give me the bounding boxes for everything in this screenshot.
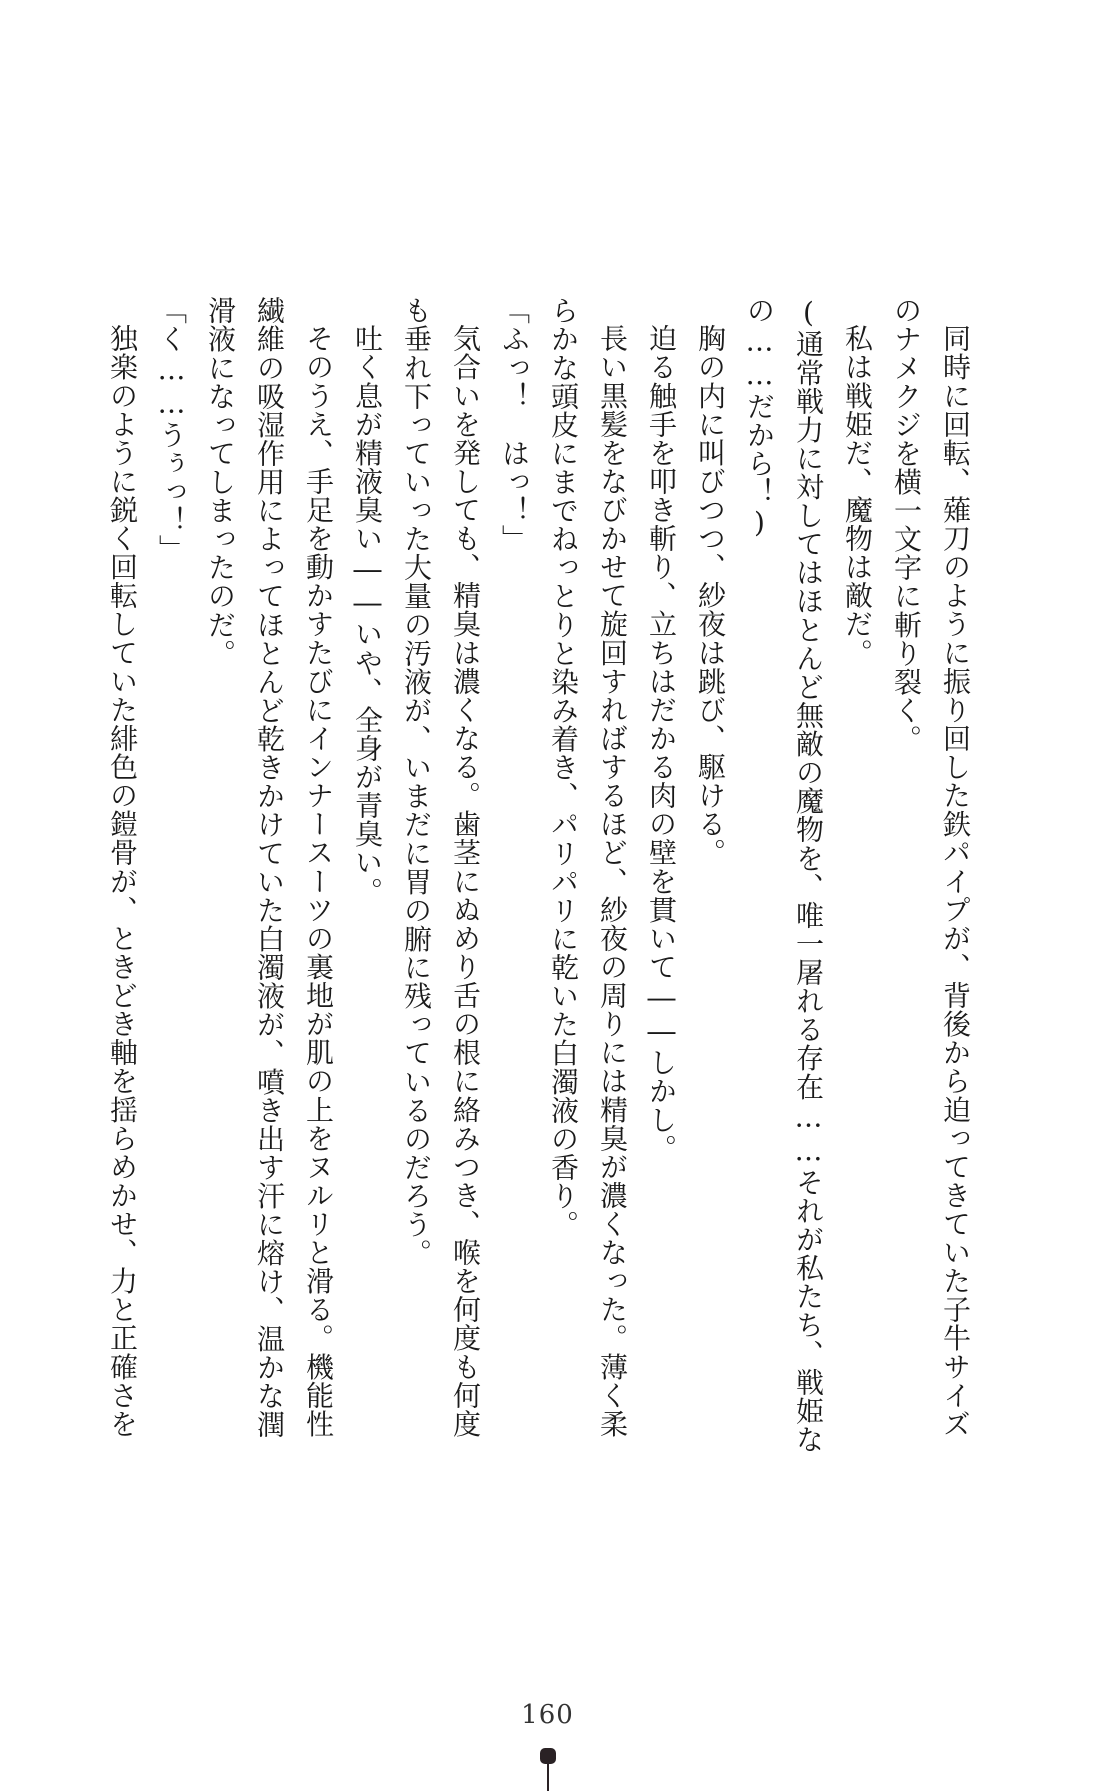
text-line: そのうえ、手足を動かすたびにインナースーツの裏地が肌の上をヌルリと滑る。機能性	[302, 324, 335, 1438]
text-line: 胸の内に叫びつつ、紗夜は跳び、駆ける。	[694, 324, 727, 867]
text-line: 繊維の吸湿作用によってほとんど乾きかけていた白濁液が、噴き出す汗に熔け、温かな潤	[253, 296, 286, 1439]
page-marker-line	[547, 1764, 549, 1791]
text-line: の……だから！)	[743, 296, 776, 540]
text-line: 長い黒髪をなびかせて旋回すればするほど、紗夜の周りには精臭が濃くなった。薄く柔	[596, 324, 629, 1438]
text-line: 同時に回転、薙刀のように振り回した鉄パイプが、背後から迫ってきていた子牛サイズ	[939, 324, 972, 1438]
text-line: 「く……うぅっ！」	[155, 296, 188, 564]
text-line: 吐く息が精液臭い――いや、全身が青臭い。	[351, 324, 384, 906]
body-text	[106, 296, 980, 1471]
text-line: らかな頭皮にまでねっとりと染み着き、パリパリに乾いた白濁液の香り。	[547, 296, 580, 1239]
text-line: も垂れ下っていった大量の汚液が、いまだに胃の腑に残っているのだろう。	[400, 296, 433, 1268]
text-line: のナメクジを横一文字に斬り裂く。	[890, 296, 923, 753]
page-number: 160	[521, 1700, 574, 1730]
text-line: 滑液になってしまったのだ。	[204, 296, 237, 668]
text-line: (通常戦力に対してはほとんど無敵の魔物を、唯一屠れる存在……それが私たち、戦姫な	[792, 296, 825, 1454]
text-line: 気合いを発しても、精臭は濃くなる。歯茎にぬめり舌の根に絡みつき、喉を何度も何度	[449, 324, 482, 1438]
text-line: 私は戦姫だ、魔物は敵だ。	[841, 324, 874, 667]
page-marker-dot	[540, 1748, 556, 1764]
text-line: 「ふっ！ はっ！」	[498, 296, 531, 554]
text-line: 独楽のように鋭く回転していた緋色の鎧骨が、ときどき軸を揺らめかせ、力と正確さを	[106, 324, 139, 1438]
text-line: 迫る触手を叩き斬り、立ちはだかる肉の壁を貫いて――しかし。	[645, 324, 678, 1163]
